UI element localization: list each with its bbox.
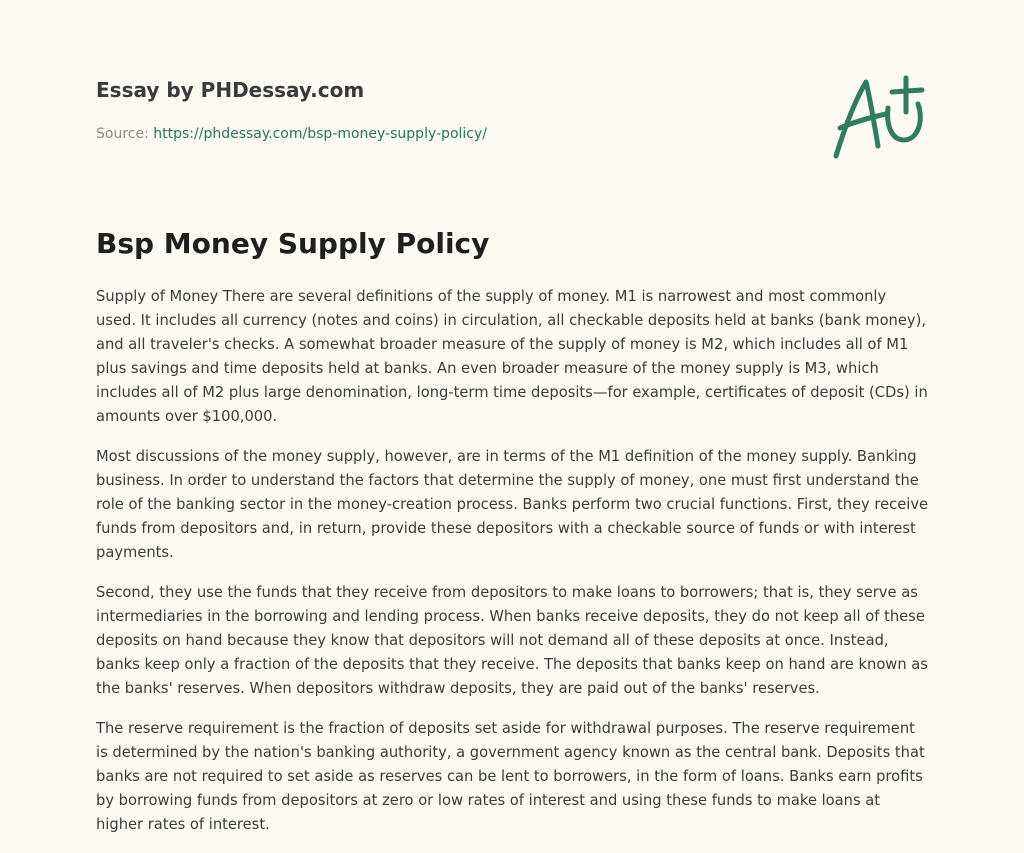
a-plus-logo-icon	[826, 68, 930, 162]
article-title: Bsp Money Supply Policy	[96, 227, 490, 260]
source-line	[96, 124, 928, 144]
paragraph: Supply of Money There are several definitions of the supply of money. M1 is narrowest and most commonly used. It includes all currency (notes and coins) in circulation, all checkable deposits held at banks (bank money), and all traveler's checks. A somewhat broader measure of the supply of money is M2, which includes all of M1 plus savings and time deposits held at banks. An even broader measure of the money supply is M3, which includes all of M2 plus large denomination, long-term time deposits—for example, certificates of deposit (CDs) in amounts over $100,000.	[96, 288, 928, 425]
page-header	[96, 76, 928, 176]
paragraph: The reserve requirement is the fraction of deposits set aside for withdrawal purposes. The reserve requirement is determined by the nation's banking authority, a government agency known as the central bank. Deposits that banks are not required to set aside as reserves can be lent to borrowers, in the form of loans. Banks earn profits by borrowing funds from depositors at zero or low rates of interest and using these funds to make loans at higher rates of interest.	[96, 720, 925, 833]
source-link[interactable]: https://phdessay.com/bsp-money-supply-policy/	[153, 126, 487, 142]
article-body	[96, 285, 930, 853]
brand-name: Essay by PHDessay.com	[96, 78, 365, 102]
source-label: Source:	[96, 126, 149, 142]
paragraph: Second, they use the funds that they receive from depositors to make loans to borrowers; that is, they serve as intermediaries in the borrowing and lending process. When banks receive deposits, they do not keep all of these deposits on hand because they know that depositors will not demand all of these deposits at once. Instead, banks keep only a fraction of the deposits that they receive. The deposits that banks keep on hand are known as the banks' reserves. When depositors withdraw deposits, they are paid out of the banks' reserves.	[96, 584, 928, 697]
paragraph: Most discussions of the money supply, however, are in terms of the M1 definition of the money supply. Banking business. In order to understand the factors that determine the supply of money, one must first understand the role of the banking sector in the money-creation process. Banks perform two crucial functions. First, they receive funds from depositors and, in return, provide these depositors with a checkable source of funds or with interest payments.	[96, 448, 929, 561]
